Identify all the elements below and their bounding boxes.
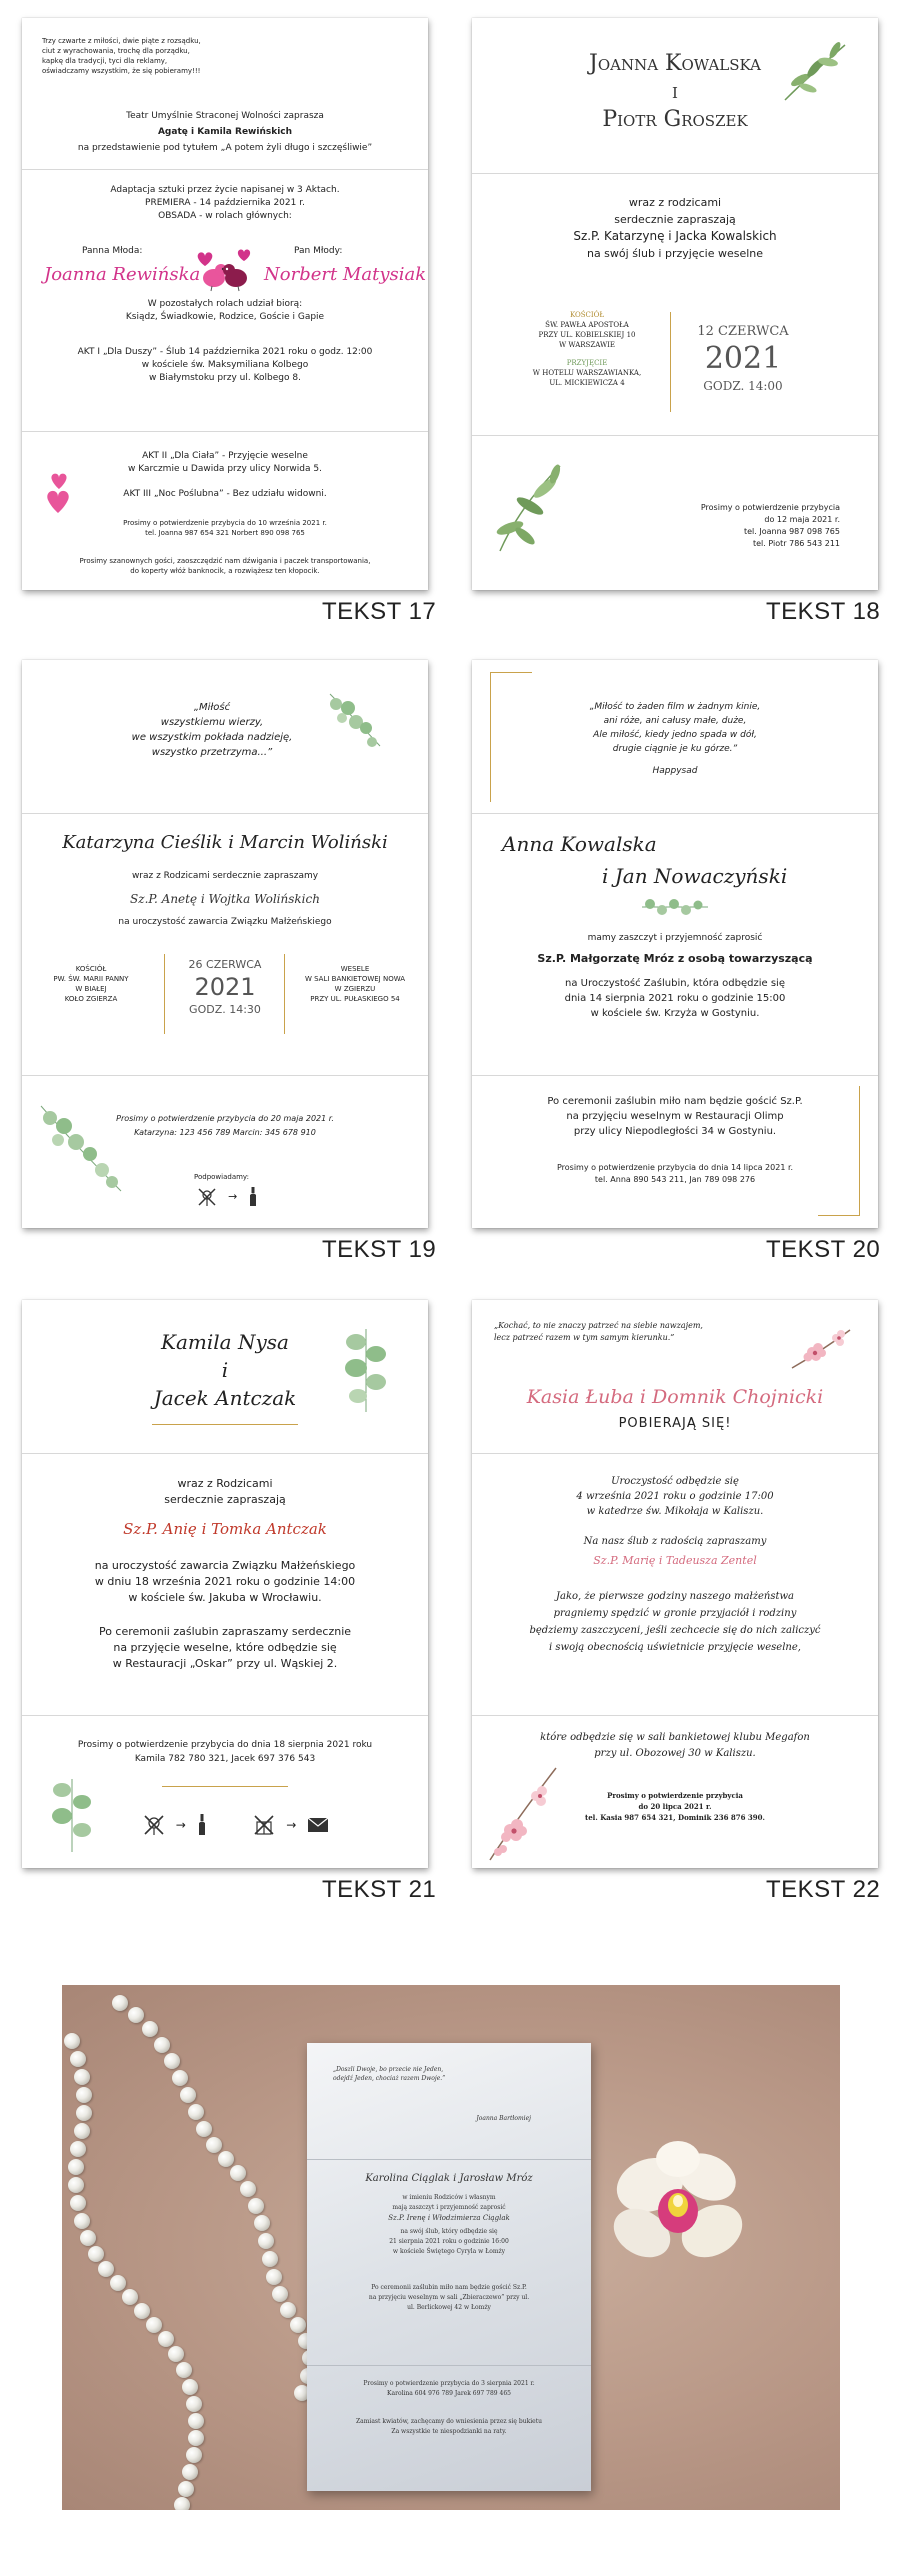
t18-details-section bbox=[472, 174, 878, 436]
t19-date-year: 2021 bbox=[194, 973, 256, 1001]
no-flowers-icon bbox=[143, 1814, 165, 1836]
t19-church-line: KOŁO ZGIERZA bbox=[64, 995, 118, 1003]
t17-groom-name: Norbert Matysiak bbox=[264, 264, 427, 285]
eucalyptus-icon bbox=[338, 1324, 394, 1414]
t17-adapt-line: Adaptacja sztuki przez życie napisanej w 3 Aktach. bbox=[110, 185, 340, 195]
t18-church-line: ŚW. PAWŁA APOSTOŁA bbox=[545, 321, 629, 329]
t21-gift-icons bbox=[126, 1814, 346, 1836]
t21-underline bbox=[152, 1424, 298, 1425]
t18-date-year: 2021 bbox=[704, 341, 782, 376]
t22-rsvp-section bbox=[472, 1716, 878, 1868]
t21-rsvp-section bbox=[22, 1716, 428, 1868]
card-tekst-20 bbox=[472, 660, 878, 1228]
t17-intro-line: kapkę dla tradycji, tyci dla reklamy, bbox=[42, 57, 168, 65]
photo-quote-line: odejdź Jeden, chociaż razem Dwoje.” bbox=[333, 2075, 446, 2082]
t21-after-line: w Restauracji „Oskar” przy ul. Wąskiej 2. bbox=[112, 1657, 338, 1670]
t19-party-line: WESELE bbox=[340, 965, 370, 973]
t19-church-line: PW. ŚW. MARII PANNY bbox=[53, 975, 129, 983]
t20-rsvp-line: Prosimy o potwierdzenie przybycia do dnia 14 lipca 2021 r. bbox=[556, 1163, 794, 1172]
cherry-blossom-icon bbox=[790, 1322, 854, 1372]
t20-quote-line: „Miłość to żaden film w żadnym kinie, bbox=[589, 702, 761, 712]
wine-bottle-icon bbox=[197, 1814, 207, 1836]
t22-quote-line: lecz patrzeć razem w tym samym kierunku.” bbox=[494, 1333, 675, 1342]
t19-names: Katarzyna Cieślik i Marcin Woliński bbox=[62, 832, 388, 853]
t19-gifts-hint: Podpowiadamy: bbox=[194, 1173, 249, 1181]
photo-card-after-line: ul. Berlickowej 42 w Łomży bbox=[407, 2304, 491, 2311]
t22-joy: Na nasz ślub z radością zapraszamy bbox=[583, 1536, 767, 1547]
t21-after-line: Po ceremonii zaślubin zapraszamy serdecznie bbox=[98, 1625, 352, 1638]
t17-bride-name: Joanna Rewińska bbox=[44, 264, 201, 285]
t22-rsvp-line: tel. Kasia 987 654 321, Dominik 236 876 390. bbox=[585, 1813, 765, 1822]
t19-quote-line: wszystkiemu wierzy, bbox=[160, 717, 264, 728]
photo-card-line: na swój ślub, który odbędzie się bbox=[400, 2228, 498, 2235]
t19-quote-section bbox=[22, 660, 428, 814]
t22-party-line: przy ul. Obozowej 30 w Kaliszu. bbox=[594, 1748, 756, 1759]
t21-after-line: na przyjęcie weselne, które odbędzie się bbox=[113, 1641, 337, 1654]
t19-rsvp-section bbox=[22, 1076, 428, 1228]
t22-guests: Sz.P. Marię i Tadeusza Zentel bbox=[593, 1554, 757, 1567]
t17-party-section bbox=[22, 432, 428, 590]
caption-tekst-17: TEKST 17 bbox=[322, 598, 437, 625]
photo-card-line: 21 sierpnia 2021 roku o godzinie 16:00 bbox=[389, 2238, 509, 2245]
t21-name-2: Jacek Antczak bbox=[153, 1386, 297, 1410]
t18-church-heading: KOŚCIÓŁ bbox=[569, 311, 605, 319]
photo-card-after-line: na przyjęciu weselnym w sali „Zbieraczewo” przy ul. bbox=[368, 2294, 530, 2301]
t18-invite-line: serdecznie zapraszają bbox=[614, 213, 736, 226]
t18-party-line: UL. MICKIEWICZA 4 bbox=[549, 379, 625, 387]
caption-tekst-19: TEKST 19 bbox=[322, 1236, 437, 1263]
photo-card-rsvp-section bbox=[307, 2365, 591, 2491]
t17-act1-line: AKT I „Dla Duszy” - Ślub 14 października 2021 roku o godz. 12:00 bbox=[77, 347, 373, 357]
photo-quote-author: Joanna Bartłomiej bbox=[476, 2115, 531, 2122]
photo-card-line: w kościele Świętego Cyryla w Łomży bbox=[392, 2248, 506, 2255]
t17-intro-section bbox=[22, 18, 428, 170]
eucalyptus-icon bbox=[36, 1096, 126, 1196]
lovebirds-icon bbox=[190, 248, 260, 292]
t22-ceremony-line: w katedrze św. Mikołaja w Kaliszu. bbox=[586, 1506, 764, 1517]
t20-name-1: Anna Kowalska bbox=[502, 832, 657, 856]
t19-quote-line: „Miłość bbox=[193, 702, 231, 713]
t22-quote-line: „Kochać, to nie znaczy patrzeć na siebie nawzajem, bbox=[494, 1321, 703, 1330]
t17-phones: tel. Joanna 987 654 321 Norbert 890 098 765 bbox=[145, 529, 305, 537]
t21-with-line: wraz z Rodzicami bbox=[177, 1477, 273, 1490]
t20-after-line: przy ulicy Niepodległości 34 w Gostyniu. bbox=[573, 1126, 777, 1137]
caption-tekst-22: TEKST 22 bbox=[766, 1876, 881, 1903]
card-tekst-21 bbox=[22, 1300, 428, 1868]
t20-after-line: na przyjęciu weselnym w Restauracji Olimp bbox=[566, 1111, 784, 1122]
t19-church-line: KOŚCIÓŁ bbox=[75, 965, 107, 973]
t17-cast-section bbox=[22, 170, 428, 432]
t19-with: wraz z Rodzicami serdecznie zapraszamy bbox=[131, 871, 319, 881]
t18-church-line: PRZY UL. KOBIELSKIEJ 10 bbox=[538, 331, 636, 339]
arrow-right-icon: → bbox=[228, 1190, 238, 1203]
photo-card-guests: Sz.P. Irenę i Włodzimierza Ciąglak bbox=[388, 2214, 510, 2222]
t17-gift-line: do koperty włóż banknocik, a rozwiążesz ten kłopocik. bbox=[130, 567, 320, 575]
t20-quote-section bbox=[472, 660, 878, 814]
t19-quote-line: we wszystkim pokłada nadzieję, bbox=[131, 732, 293, 743]
t17-adapt-line: PREMIERA - 14 października 2021 r. bbox=[145, 198, 305, 208]
t21-details-section bbox=[22, 1454, 428, 1716]
t17-groom-label: Pan Młody: bbox=[294, 246, 343, 256]
t18-time: GODZ. 14:00 bbox=[703, 379, 783, 393]
t21-name-1: Kamila Nysa bbox=[161, 1330, 289, 1354]
t20-quote-author: Happysad bbox=[652, 766, 698, 776]
t21-gold-rule bbox=[162, 1786, 288, 1787]
t17-act2-line: AKT II „Dla Ciała” - Przyjęcie weselne bbox=[142, 451, 308, 461]
t17-act3: AKT III „Noc Poślubna” - Bez udziału widowni. bbox=[123, 489, 327, 499]
photo-card-line: mają zaszczyt i przyjemność zaprosić bbox=[392, 2204, 506, 2211]
t18-rsvp-line: tel. Piotr 786 543 211 bbox=[753, 539, 840, 548]
photo-quote-line: „Doszli Dwoje, bo przecie nie Jeden, bbox=[333, 2066, 444, 2073]
card-tekst-19 bbox=[22, 660, 428, 1228]
t19-gift-icons bbox=[194, 1186, 261, 1207]
t21-ceremony-line: w kościele św. Jakuba w Wrocławiu. bbox=[128, 1591, 322, 1604]
t22-text-line: będziemy zaszczyceni, jeśli zechcecie się do nich zaliczyć bbox=[529, 1625, 821, 1636]
t22-ceremony-line: Uroczystość odbędzie się bbox=[611, 1476, 739, 1487]
t19-guests: Sz.P. Anetę i Wojtka Wolińskich bbox=[130, 892, 320, 906]
orchid-flower-icon bbox=[602, 2135, 752, 2275]
t20-ceremony-line: dnia 14 sierpnia 2021 roku o godzinie 15:00 bbox=[564, 993, 786, 1004]
t18-church-line: W WARSZAWIE bbox=[558, 341, 616, 349]
t22-ceremony-line: 4 września 2021 roku o godzinie 17:00 bbox=[576, 1491, 774, 1502]
photo-card-gift-line: Zamiast kwiatów, zachęcamy do wniesienia przez się bukietu bbox=[356, 2418, 542, 2425]
t17-act1-line: w Białymstoku przy ul. Kolbego 8. bbox=[149, 373, 301, 383]
card-tekst-18 bbox=[472, 18, 878, 590]
t18-party-heading: PRZYJĘCIE bbox=[566, 359, 608, 367]
photo-invitation-card bbox=[307, 2043, 591, 2491]
t17-intro-line: ciut z wyrachowania, trochę dla porządku, bbox=[42, 47, 190, 55]
t22-names: Kasia Łuba i Domnik Chojnicki bbox=[526, 1386, 824, 1408]
t18-invite-line: wraz z rodzicami bbox=[628, 196, 722, 209]
caption-tekst-21: TEKST 21 bbox=[322, 1876, 437, 1903]
t22-details-section bbox=[472, 1454, 878, 1716]
t19-party-line: W ZGIERZU bbox=[334, 985, 376, 993]
photo-card-quote-section bbox=[307, 2043, 591, 2160]
arrow-right-icon: → bbox=[286, 1818, 297, 1832]
photo-card-rsvp-line: Prosimy o potwierdzenie przybycia do 3 sierpnia 2021 r. bbox=[363, 2380, 535, 2387]
eucalyptus-icon bbox=[320, 684, 390, 754]
t21-rsvp-line: Prosimy o potwierdzenie przybycia do dnia 18 sierpnia 2021 roku bbox=[77, 1740, 373, 1750]
t18-rsvp-line: do 12 maja 2021 r. bbox=[764, 515, 840, 524]
t17-premiere: na przedstawienie pod tytułem „A potem żyli długo i szczęśliwie” bbox=[77, 143, 373, 153]
leaf-branch-icon bbox=[490, 456, 570, 556]
t17-rsvp: Prosimy o potwierdzenie przybycia do 10 września 2021 r. bbox=[123, 519, 327, 527]
t17-intro-text bbox=[42, 36, 201, 76]
t21-names-section bbox=[22, 1300, 428, 1454]
t17-bride-label: Panna Młoda: bbox=[82, 246, 143, 256]
t19-phones: Katarzyna: 123 456 789 Marcin: 345 678 910 bbox=[134, 1128, 316, 1137]
t22-text-line: i swoją obecnością uświetnicie przyjęcie weselne, bbox=[549, 1642, 801, 1653]
t18-rsvp-line: tel. Joanna 987 098 765 bbox=[743, 527, 840, 536]
t19-rsvp: Prosimy o potwierdzenie przybycia do 20 maja 2021 r. bbox=[116, 1114, 334, 1123]
t22-text-line: pragniemy spędzić w gronie przyjaciół i rodziny bbox=[553, 1608, 797, 1619]
t18-name-and: i bbox=[672, 79, 678, 104]
photo-card-line: w imieniu Rodziców i własnym bbox=[402, 2194, 496, 2201]
t22-party-line: które odbędzie się w sali bankietowej klubu Megafon bbox=[540, 1732, 810, 1743]
t19-details-section bbox=[22, 814, 428, 1076]
t17-act1-line: w kościele św. Maksymiliana Kolbego bbox=[141, 360, 309, 370]
t19-party-line: W SALI BANKIETOWEJ NOWA bbox=[304, 975, 406, 983]
t18-rsvp-section bbox=[472, 436, 878, 590]
t22-marry: POBIERAJĄ SIĘ! bbox=[618, 1416, 732, 1431]
arrow-right-icon: → bbox=[175, 1818, 186, 1832]
photo-card-names: Karolina Ciąglak i Jarosław Mróz bbox=[365, 2173, 533, 2184]
t22-text-line: Jako, że pierwsze godziny naszego małżeństwa bbox=[556, 1591, 794, 1602]
t19-divider-right bbox=[284, 954, 285, 1034]
t20-after-line: Po ceremonii zaślubin miło nam będzie gościć Sz.P. bbox=[547, 1096, 803, 1107]
eucalyptus-sprig-icon bbox=[640, 896, 710, 918]
t21-ceremony-line: w dniu 18 września 2021 roku o godzinie 14:00 bbox=[94, 1575, 356, 1588]
leaf-branch-icon bbox=[780, 40, 850, 104]
photo-card-after-line: Po ceremonii zaślubin miło nam będzie gościć Sz.P. bbox=[371, 2284, 527, 2291]
photo-card-gift-line: Za wszystkie te niespodzianki na raty. bbox=[391, 2428, 507, 2435]
invitation-photo bbox=[62, 1985, 840, 2510]
t20-invite: mamy zaszczyt i przyjemność zaprosić bbox=[587, 933, 763, 943]
card-tekst-17 bbox=[22, 18, 428, 590]
t18-rsvp-line: Prosimy o potwierdzenie przybycia bbox=[700, 503, 840, 512]
t22-rsvp-line: Prosimy o potwierdzenie przybycia bbox=[607, 1791, 743, 1800]
t17-gift-line: Prosimy szanownych gości, zaoszczędzić nam dźwigania i paczek transportowania, bbox=[79, 557, 371, 565]
t20-rsvp-section bbox=[472, 1076, 878, 1228]
t21-ceremony-line: na uroczystość zawarcia Związku Małżeńskiego bbox=[94, 1559, 356, 1572]
t17-hosts: Agatę i Kamila Rewińskich bbox=[157, 127, 293, 137]
t21-rsvp-line: Kamila 782 780 321, Jacek 697 376 543 bbox=[134, 1754, 316, 1764]
t19-church-line: W BIAŁEJ bbox=[75, 985, 107, 993]
t18-name-1: Joanna Kowalska bbox=[589, 51, 761, 76]
t21-with-line: serdecznie zapraszają bbox=[164, 1493, 286, 1506]
no-flowers-icon bbox=[197, 1187, 217, 1207]
t17-others-line: W pozostałych rolach udział biorą: bbox=[147, 299, 303, 309]
t20-details-section bbox=[472, 814, 878, 1076]
t21-guests: Sz.P. Anię i Tomka Antczak bbox=[123, 1520, 327, 1538]
no-gifts-icon bbox=[253, 1814, 275, 1836]
t18-invite-line: na swój ślub i przyjęcie weselne bbox=[586, 247, 764, 260]
t17-intro-line: oświadczamy wszystkim, że się pobieramy!!! bbox=[42, 67, 201, 75]
t19-occasion: na uroczystość zawarcia Związku Małżeńskiego bbox=[118, 917, 332, 927]
t19-quote-line: wszystko przetrzyma...” bbox=[151, 747, 273, 758]
card-tekst-22 bbox=[472, 1300, 878, 1868]
t22-rsvp-line: do 20 lipca 2021 r. bbox=[638, 1802, 712, 1811]
t18-name-2: Piotr Groszek bbox=[602, 107, 748, 132]
t22-names-section bbox=[472, 1300, 878, 1454]
eucalyptus-icon bbox=[42, 1774, 102, 1854]
t18-party-line: W HOTELU WARSZAWIANKA, bbox=[532, 369, 642, 377]
hearts-icon bbox=[42, 468, 78, 518]
t17-intro-line: Trzy czwarte z miłości, dwie piąte z rozsądku, bbox=[42, 37, 201, 45]
t18-names-section bbox=[472, 18, 878, 174]
t20-quote-line: drugie ciągnie je ku górze.” bbox=[612, 744, 738, 754]
t20-rsvp-line: tel. Anna 890 543 211, Jan 789 098 276 bbox=[594, 1175, 756, 1184]
caption-tekst-20: TEKST 20 bbox=[766, 1236, 881, 1263]
t18-divider bbox=[670, 312, 671, 412]
t17-adapt-line: OBSADA - w rolach głównych: bbox=[158, 211, 292, 221]
wine-bottle-icon bbox=[248, 1187, 258, 1207]
t17-others-line: Ksiądz, Świadkowie, Rodzice, Goście i Gapie bbox=[125, 312, 325, 322]
t20-ceremony-line: na Uroczystość Zaślubin, która odbędzie się bbox=[565, 978, 785, 989]
t19-date-day: 26 CZERWCA bbox=[188, 958, 262, 971]
t17-act2-line: w Karczmie u Dawida przy ulicy Norwida 5. bbox=[128, 464, 322, 474]
t18-date-day: 12 CZERWCA bbox=[697, 324, 789, 339]
photo-card-details-section bbox=[307, 2159, 591, 2366]
t18-guests: Sz.P. Katarzynę i Jacka Kowalskich bbox=[573, 229, 777, 243]
t20-quote-line: Ale miłość, kiedy jedno spada w dół, bbox=[593, 730, 757, 740]
t20-quote-line: ani róże, ani całusy małe, duże, bbox=[603, 716, 747, 726]
t19-divider-left bbox=[164, 954, 165, 1034]
t20-ceremony-line: w kościele św. Krzyża w Gostyniu. bbox=[590, 1008, 760, 1019]
photo-card-rsvp-line: Karolina 604 976 789 Jarek 697 789 465 bbox=[387, 2390, 511, 2397]
t19-party-line: PRZY UL. PUŁASKIEGO 54 bbox=[310, 995, 400, 1003]
envelope-icon bbox=[307, 1817, 329, 1833]
t20-name-2: i Jan Nowaczyński bbox=[602, 864, 788, 888]
t21-name-and: i bbox=[221, 1358, 229, 1382]
t19-time: GODZ. 14:30 bbox=[189, 1003, 261, 1016]
t20-guests: Sz.P. Małgorzatę Mróz z osobą towarzyszącą bbox=[537, 952, 813, 965]
caption-tekst-18: TEKST 18 bbox=[766, 598, 881, 625]
t17-theater: Teatr Umyślnie Straconej Wolności zaprasza bbox=[126, 111, 324, 121]
